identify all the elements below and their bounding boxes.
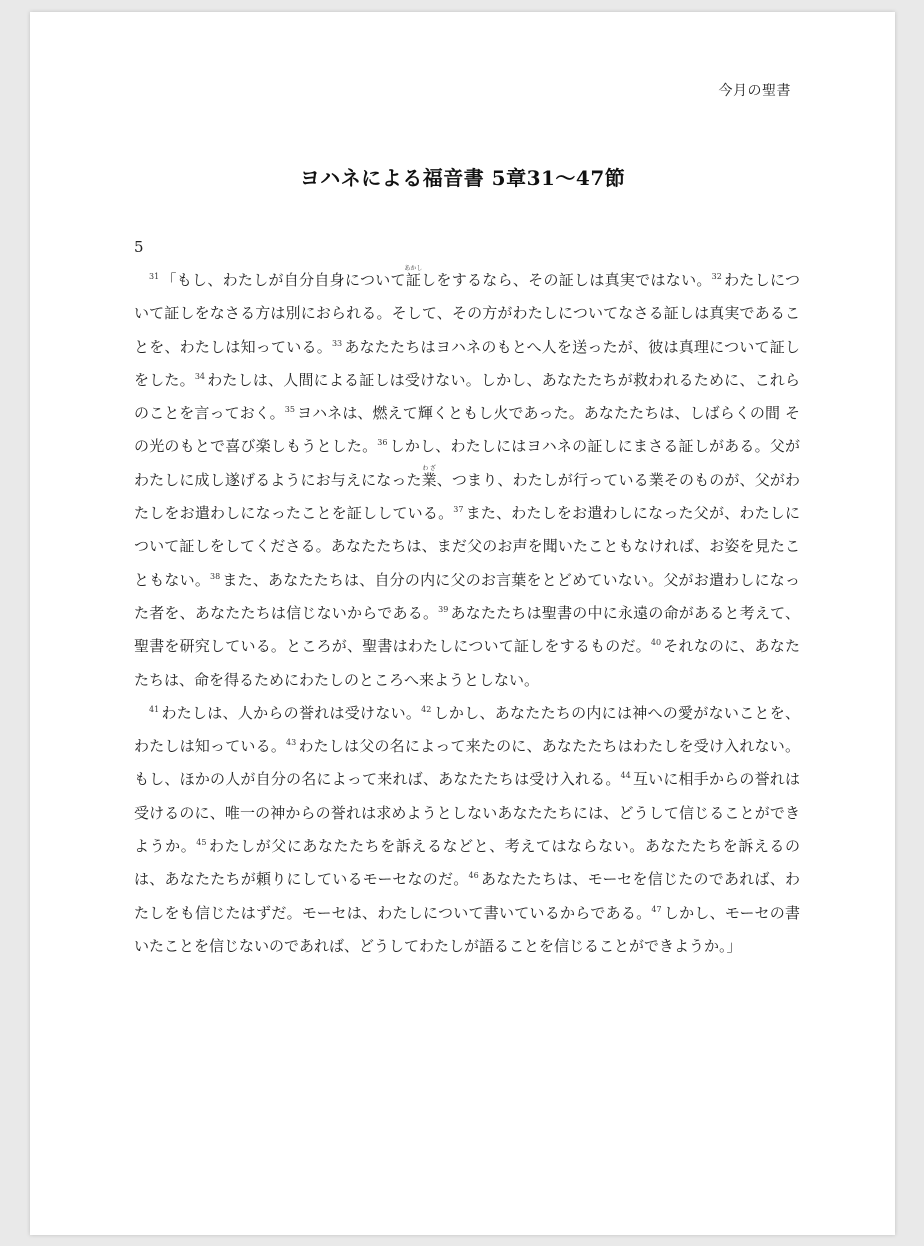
verse-number: 39 xyxy=(438,604,449,614)
scripture-paragraph xyxy=(134,697,800,963)
verse-text: わたしについて証しをなさる方は別におられる。そして、その方がわたしについてなさる証しは真実であることを、わたしは知っている。 xyxy=(134,271,800,356)
ruby-annotation xyxy=(421,464,437,489)
running-header: 今月の聖書 xyxy=(718,83,791,99)
verse-text: それなのに、あなたたちは、命を得るためにわたしのところへ来ようとしない。 xyxy=(134,637,800,689)
verse-number: 44 xyxy=(620,771,631,781)
verse-text: 「もし、わたしが自分自身について xyxy=(161,271,406,289)
verse-text: わたしは父の名によって来たのに、あなたたちはわたしを受け入れない。もし、ほかの人が自分の名によって来れば、あなたたちは受け入れる。 xyxy=(134,737,800,789)
document-page xyxy=(30,12,895,1235)
verse-text: 互いに相手からの誉れは受けるのに、唯一の神からの誉れは求めようとしないあなたたちには、どうして信じることができようか。 xyxy=(134,770,800,856)
verse-number: 35 xyxy=(284,405,295,415)
verse-number: 42 xyxy=(421,704,432,714)
verse-text: しかし、わたしにはヨハネの証しにまさる証しがある。父がわたしに成し遂げるようにお与えになった xyxy=(134,437,800,489)
verse-number: 47 xyxy=(651,904,662,914)
verse-text: ヨハネは、燃えて輝くともし火であった。あなたたちは、しばらくの間 その光のもとで喜び楽しもうとした。 xyxy=(134,404,801,456)
verse-number: 43 xyxy=(286,738,297,748)
ruby-reading: あかし xyxy=(404,265,423,272)
page-title: ヨハネによる福音書 5章31〜47節 xyxy=(299,166,626,190)
verse-number: 37 xyxy=(453,505,464,515)
verse-text: また、わたしをお遣わしになった父が、わたしについて証しをしてくださる。あなたたちは、まだ父のお声を聞いたこともなければ、お姿を見たこともない。 xyxy=(134,504,800,589)
verse-number: 46 xyxy=(468,871,479,881)
verse-number: 40 xyxy=(650,638,662,648)
verse-number: 31 xyxy=(149,272,160,281)
verse-number: 38 xyxy=(210,571,221,581)
verse-text: わたしは、人からの誉れは受けない。 xyxy=(161,703,422,722)
verse-text: あなたたちはヨハネのもとへ人を送ったが、彼は真理について証しをした。 xyxy=(134,337,800,389)
scripture-body xyxy=(134,264,800,963)
verse-text: あなたたちは聖書の中に永遠の命があると考えて、聖書を研究している。ところが、聖書はわたしについて証しをするものだ。 xyxy=(134,603,800,656)
verse-text: わたしが父にあなたたちを訴えるなどと、考えてはならない。あなたたちを訴えるのは、あなたたちが頼りにしているモーセなのだ。 xyxy=(134,837,800,889)
verse-text: しをするなら、その証しは真実ではない。 xyxy=(420,271,712,289)
chapter-number: 5 xyxy=(134,238,144,256)
verse-text: あなたたちは、モーセを信じたのであれば、わたしをも信じたはずだ。モーセは、わたしについて書いているからである。 xyxy=(134,870,800,922)
ruby-base: 証 xyxy=(404,271,423,289)
verse-number: 34 xyxy=(194,371,206,381)
verse-text: わたしは、人間による証しは受けない。しかし、あなたたちが救われるために、これらのことを言っておく。 xyxy=(134,370,800,423)
ruby-annotation xyxy=(404,265,423,289)
verse-text: 、つまり、わたしが行っている業そのものが、父がわたしをお遣わしになったことを証ししている。 xyxy=(134,470,800,523)
verse-text: また、あなたたちは、自分の内に父のお言葉をとどめていない。父がお遣わしになった者を、あなたたちは信じないからである。 xyxy=(134,570,800,622)
scripture-paragraph xyxy=(134,264,800,697)
verse-number: 41 xyxy=(149,704,160,714)
verse-text: しかし、あなたたちの内には神への愛がないことを、わたしは知っている。 xyxy=(134,703,800,756)
ruby-base: 業 xyxy=(421,470,437,489)
ruby-reading: わざ xyxy=(421,464,437,472)
verse-number: 36 xyxy=(377,438,388,448)
verse-text: しかし、モーセの書いたことを信じないのであれば、どうしてわたしが語ることを信じることができようか。」 xyxy=(134,903,800,955)
verse-number: 32 xyxy=(711,272,722,281)
verse-number: 45 xyxy=(196,838,207,848)
verse-number: 33 xyxy=(331,338,343,348)
